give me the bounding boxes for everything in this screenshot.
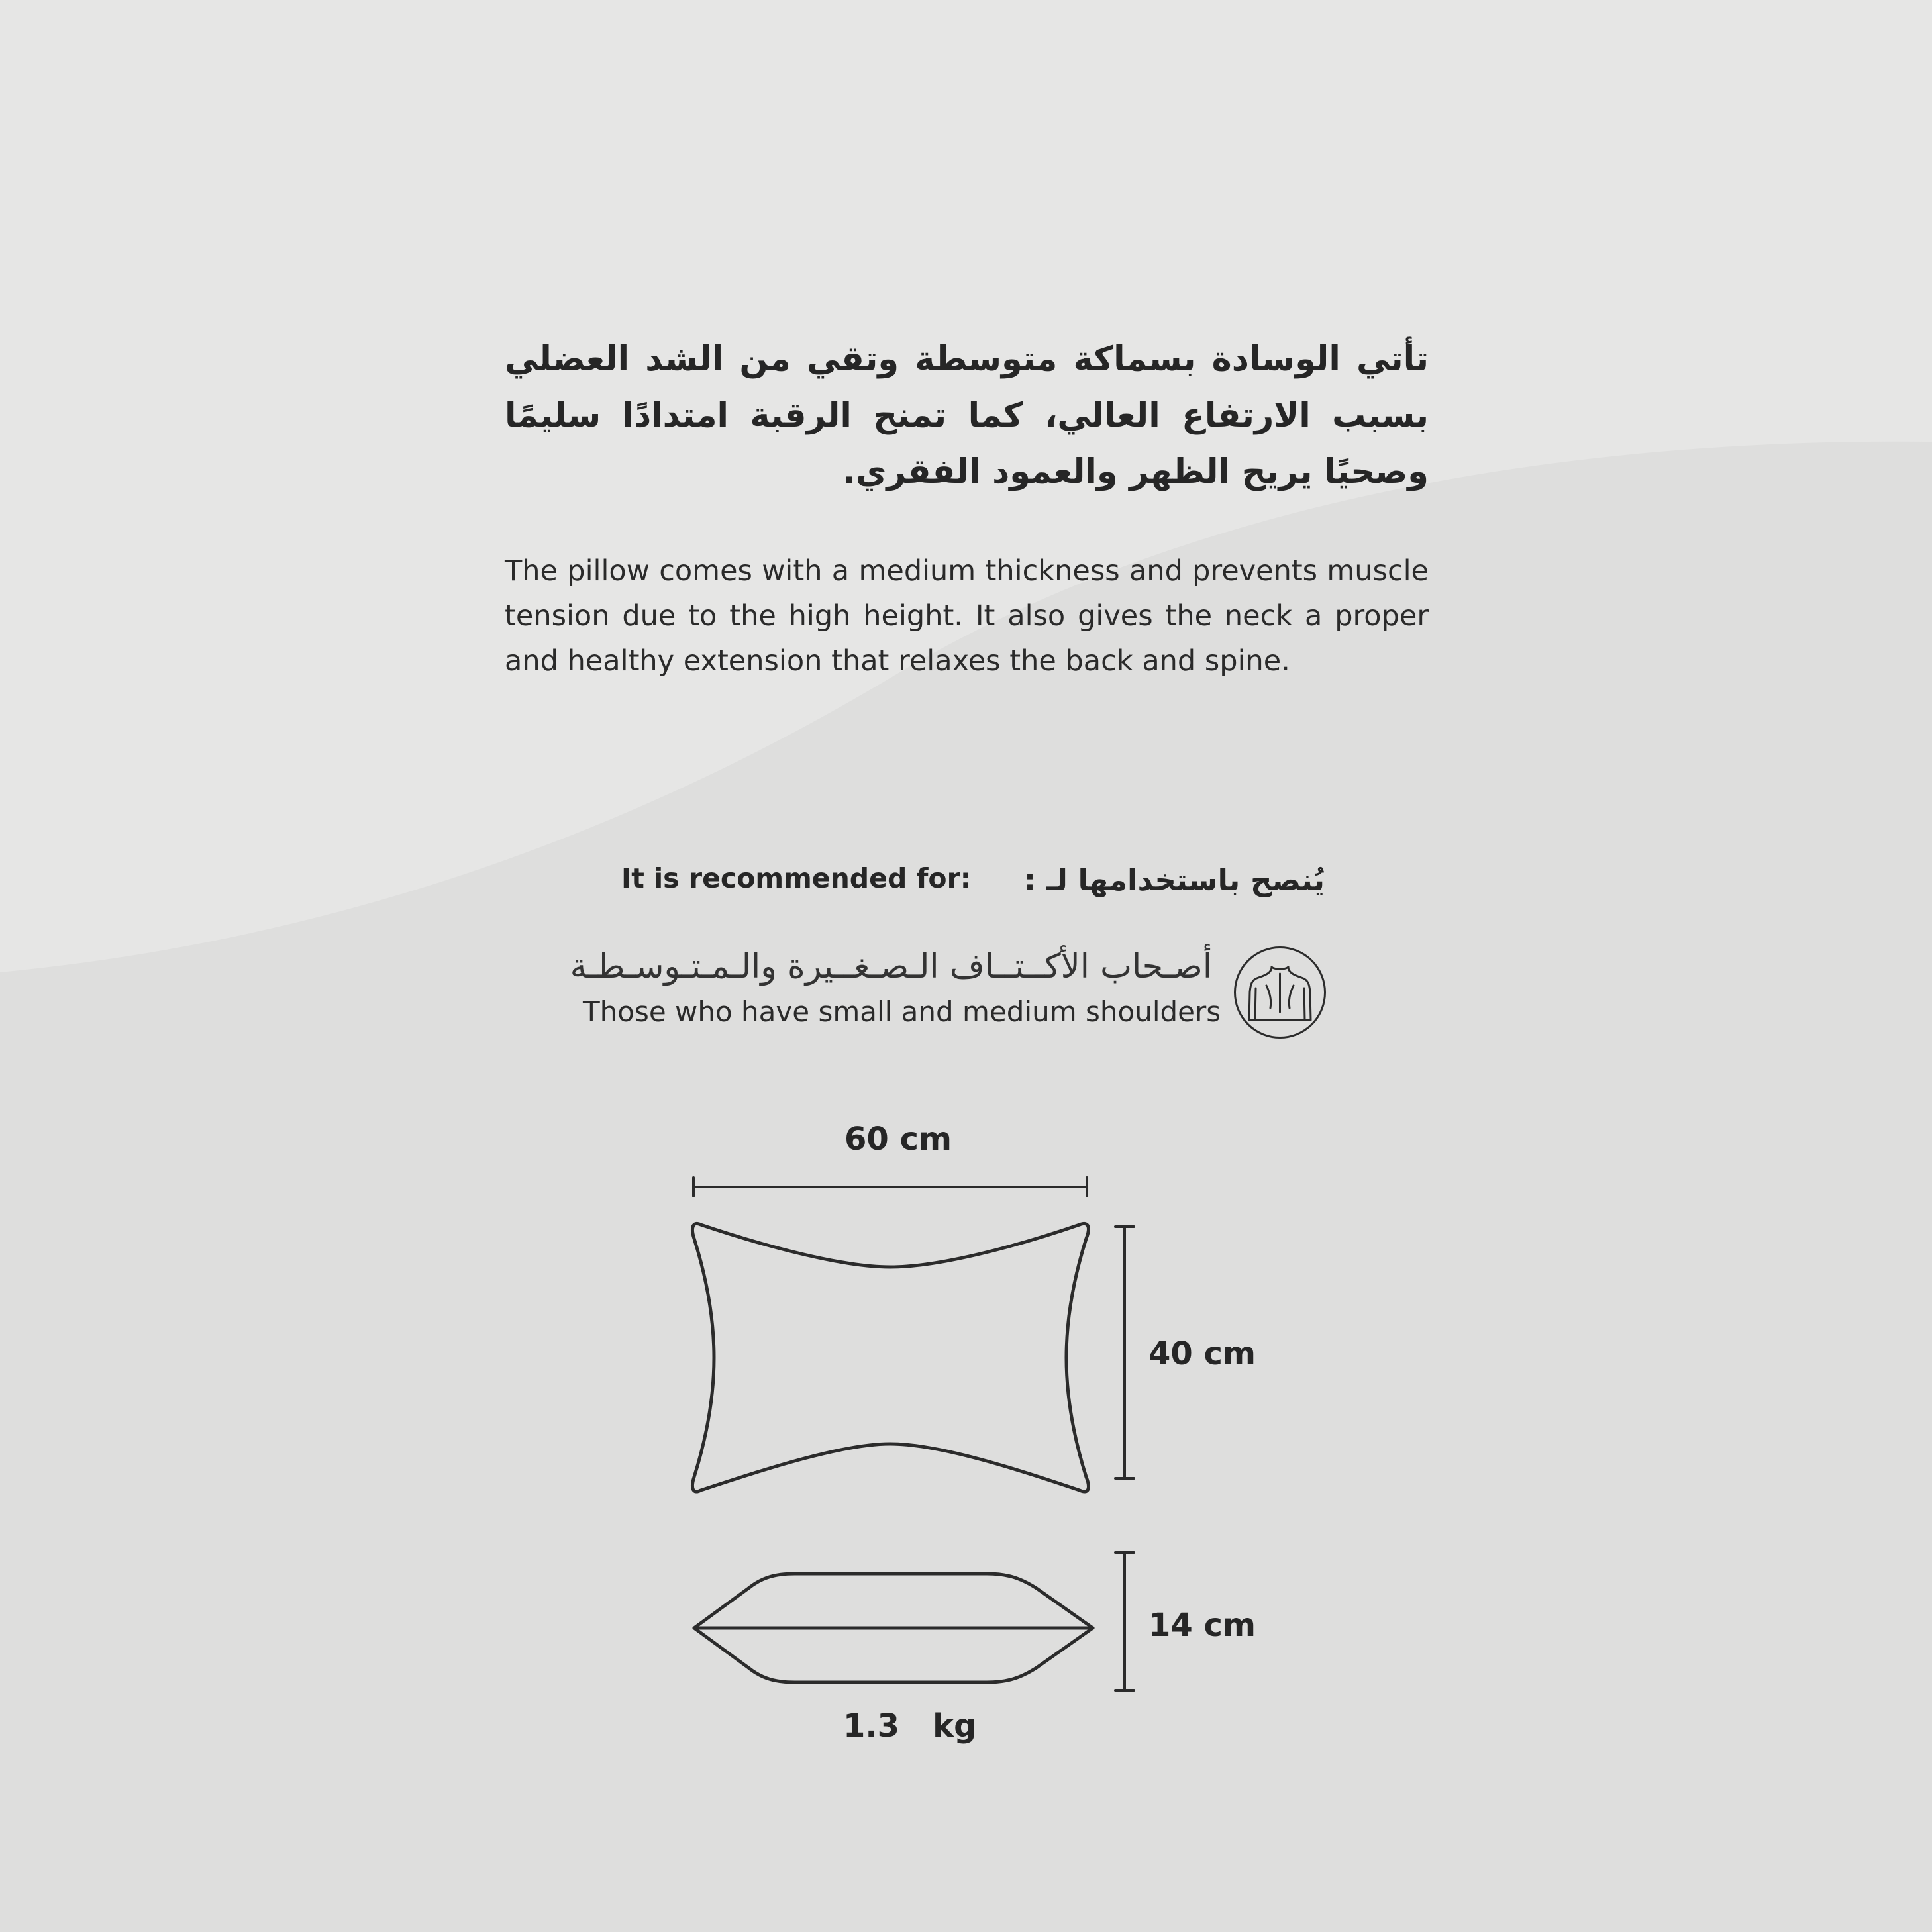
pillow-top-view: [692, 1223, 1088, 1492]
recommended-for-label-en: It is recommended for:: [621, 862, 972, 894]
width-dimension-line: [693, 1178, 1087, 1196]
height-dimension-line: [1115, 1227, 1134, 1478]
recommended-for-label-ar: يُنصح باستخدامها لـ :: [1023, 862, 1325, 897]
audience-text-en: Those who have small and medium shoulders: [583, 995, 1221, 1028]
arabic-description: تأتي الوسادة بسماكة متوسطة وتقي من الشد العضلي بسبب الارتفاع العالي، كما تمنح الرقبة امتدادًا سليمًا وصحيًا يريح الظهر والعمود الفقري.: [505, 340, 1429, 491]
english-description: The pillow comes with a medium thickness and prevents muscle tension due to the high height. It also gives the neck a proper and healthy extension that relaxes the back and spine.: [505, 554, 1429, 678]
weight-label: 1.3 kg: [843, 1707, 977, 1745]
thickness-dimension-line: [1115, 1552, 1134, 1690]
pillow-side-view: [694, 1574, 1093, 1682]
audience-text-ar: أصـحاب الأكــتــاف الـصـغــيرة والـمـتـوسـطـة: [570, 947, 1212, 986]
height-label: 40 cm: [1148, 1335, 1256, 1372]
thickness-label: 14 cm: [1148, 1607, 1256, 1644]
width-label: 60 cm: [844, 1121, 952, 1158]
